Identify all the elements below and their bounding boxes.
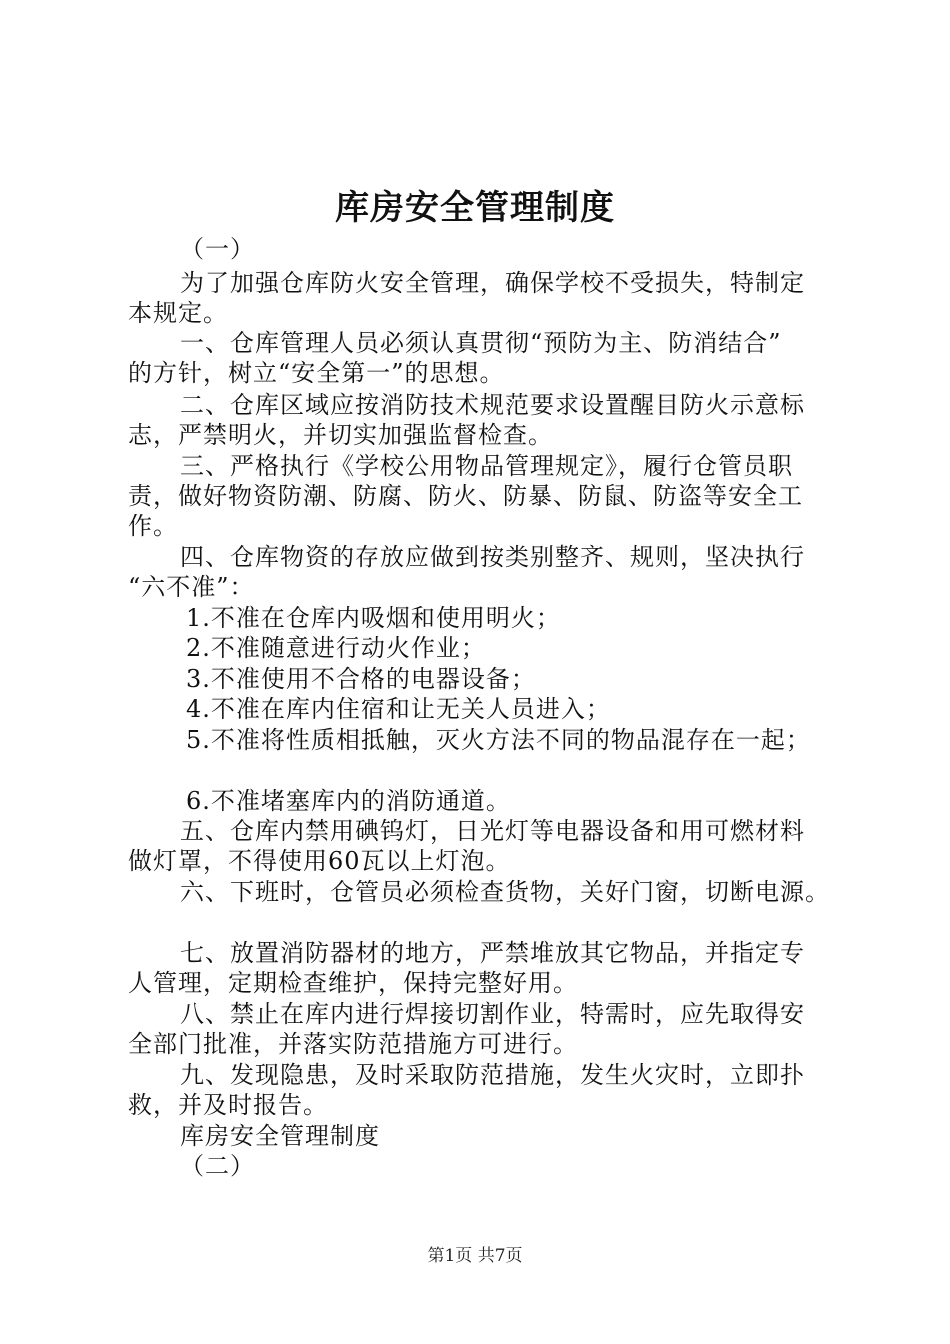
paragraph-line: 三、严格执行《学校公用物品管理规定》，履行仓管员职 <box>180 452 793 480</box>
paragraph-line: 为了加强仓库防火安全管理，确保学校不受损失，特制定 <box>180 269 805 297</box>
list-item: 3.不准使用不合格的电器设备； <box>186 665 536 693</box>
page-indicator: 第1页 共7页 <box>427 1246 523 1266</box>
paragraph-line: 作。 <box>128 512 178 540</box>
section-marker-2: （二） <box>180 1152 255 1180</box>
paragraph-line: 全部门批准，并落实防范措施方可进行。 <box>128 1030 578 1058</box>
list-item: 2.不准随意进行动火作业； <box>186 634 486 662</box>
paragraph-line: “六不准”： <box>128 573 255 601</box>
list-item: 4.不准在库内住宿和让无关人员进入； <box>186 695 611 723</box>
paragraph-line: 七、放置消防器材的地方，严禁堆放其它物品，并指定专 <box>180 939 805 967</box>
paragraph-line: 九、发现隐患，及时采取防范措施，发生火灾时，立即扑 <box>180 1061 805 1089</box>
paragraph-line: 一、仓库管理人员必须认真贯彻“预防为主、防消结合” <box>180 329 782 357</box>
paragraph-line: 的方针，树立“安全第一”的思想。 <box>128 359 505 387</box>
list-item: 5.不准将性质相抵触，灭火方法不同的物品混存在一起； <box>186 726 811 754</box>
paragraph-line: 二、仓库区域应按消防技术规范要求设置醒目防火示意标 <box>180 391 805 419</box>
paragraph-line: 救，并及时报告。 <box>128 1091 328 1119</box>
paragraph-line: 做灯罩，不得使用60瓦以上灯泡。 <box>128 847 511 875</box>
paragraph-line: 六、下班时，仓管员必须检查货物，关好门窗，切断电源。 <box>180 878 830 906</box>
section-marker-1: （一） <box>180 235 255 263</box>
section-heading: 库房安全管理制度 <box>180 1122 380 1150</box>
list-item: 6.不准堵塞库内的消防通道。 <box>186 787 511 815</box>
list-item: 1.不准在仓库内吸烟和使用明火； <box>186 604 561 632</box>
paragraph-line: 责，做好物资防潮、防腐、防火、防暴、防鼠、防盗等安全工 <box>128 482 803 510</box>
paragraph-line: 本规定。 <box>128 299 228 327</box>
paragraph-line: 四、仓库物资的存放应做到按类别整齐、规则，坚决执行 <box>180 543 805 571</box>
paragraph-line: 志，严禁明火，并切实加强监督检查。 <box>128 421 553 449</box>
paragraph-line: 人管理，定期检查维护，保持完整好用。 <box>128 969 578 997</box>
document-title: 库房安全管理制度 <box>335 188 615 228</box>
paragraph-line: 五、仓库内禁用碘钨灯，日光灯等电器设备和用可燃材料 <box>180 817 805 845</box>
paragraph-line: 八、禁止在库内进行焊接切割作业，特需时，应先取得安 <box>180 1000 805 1028</box>
